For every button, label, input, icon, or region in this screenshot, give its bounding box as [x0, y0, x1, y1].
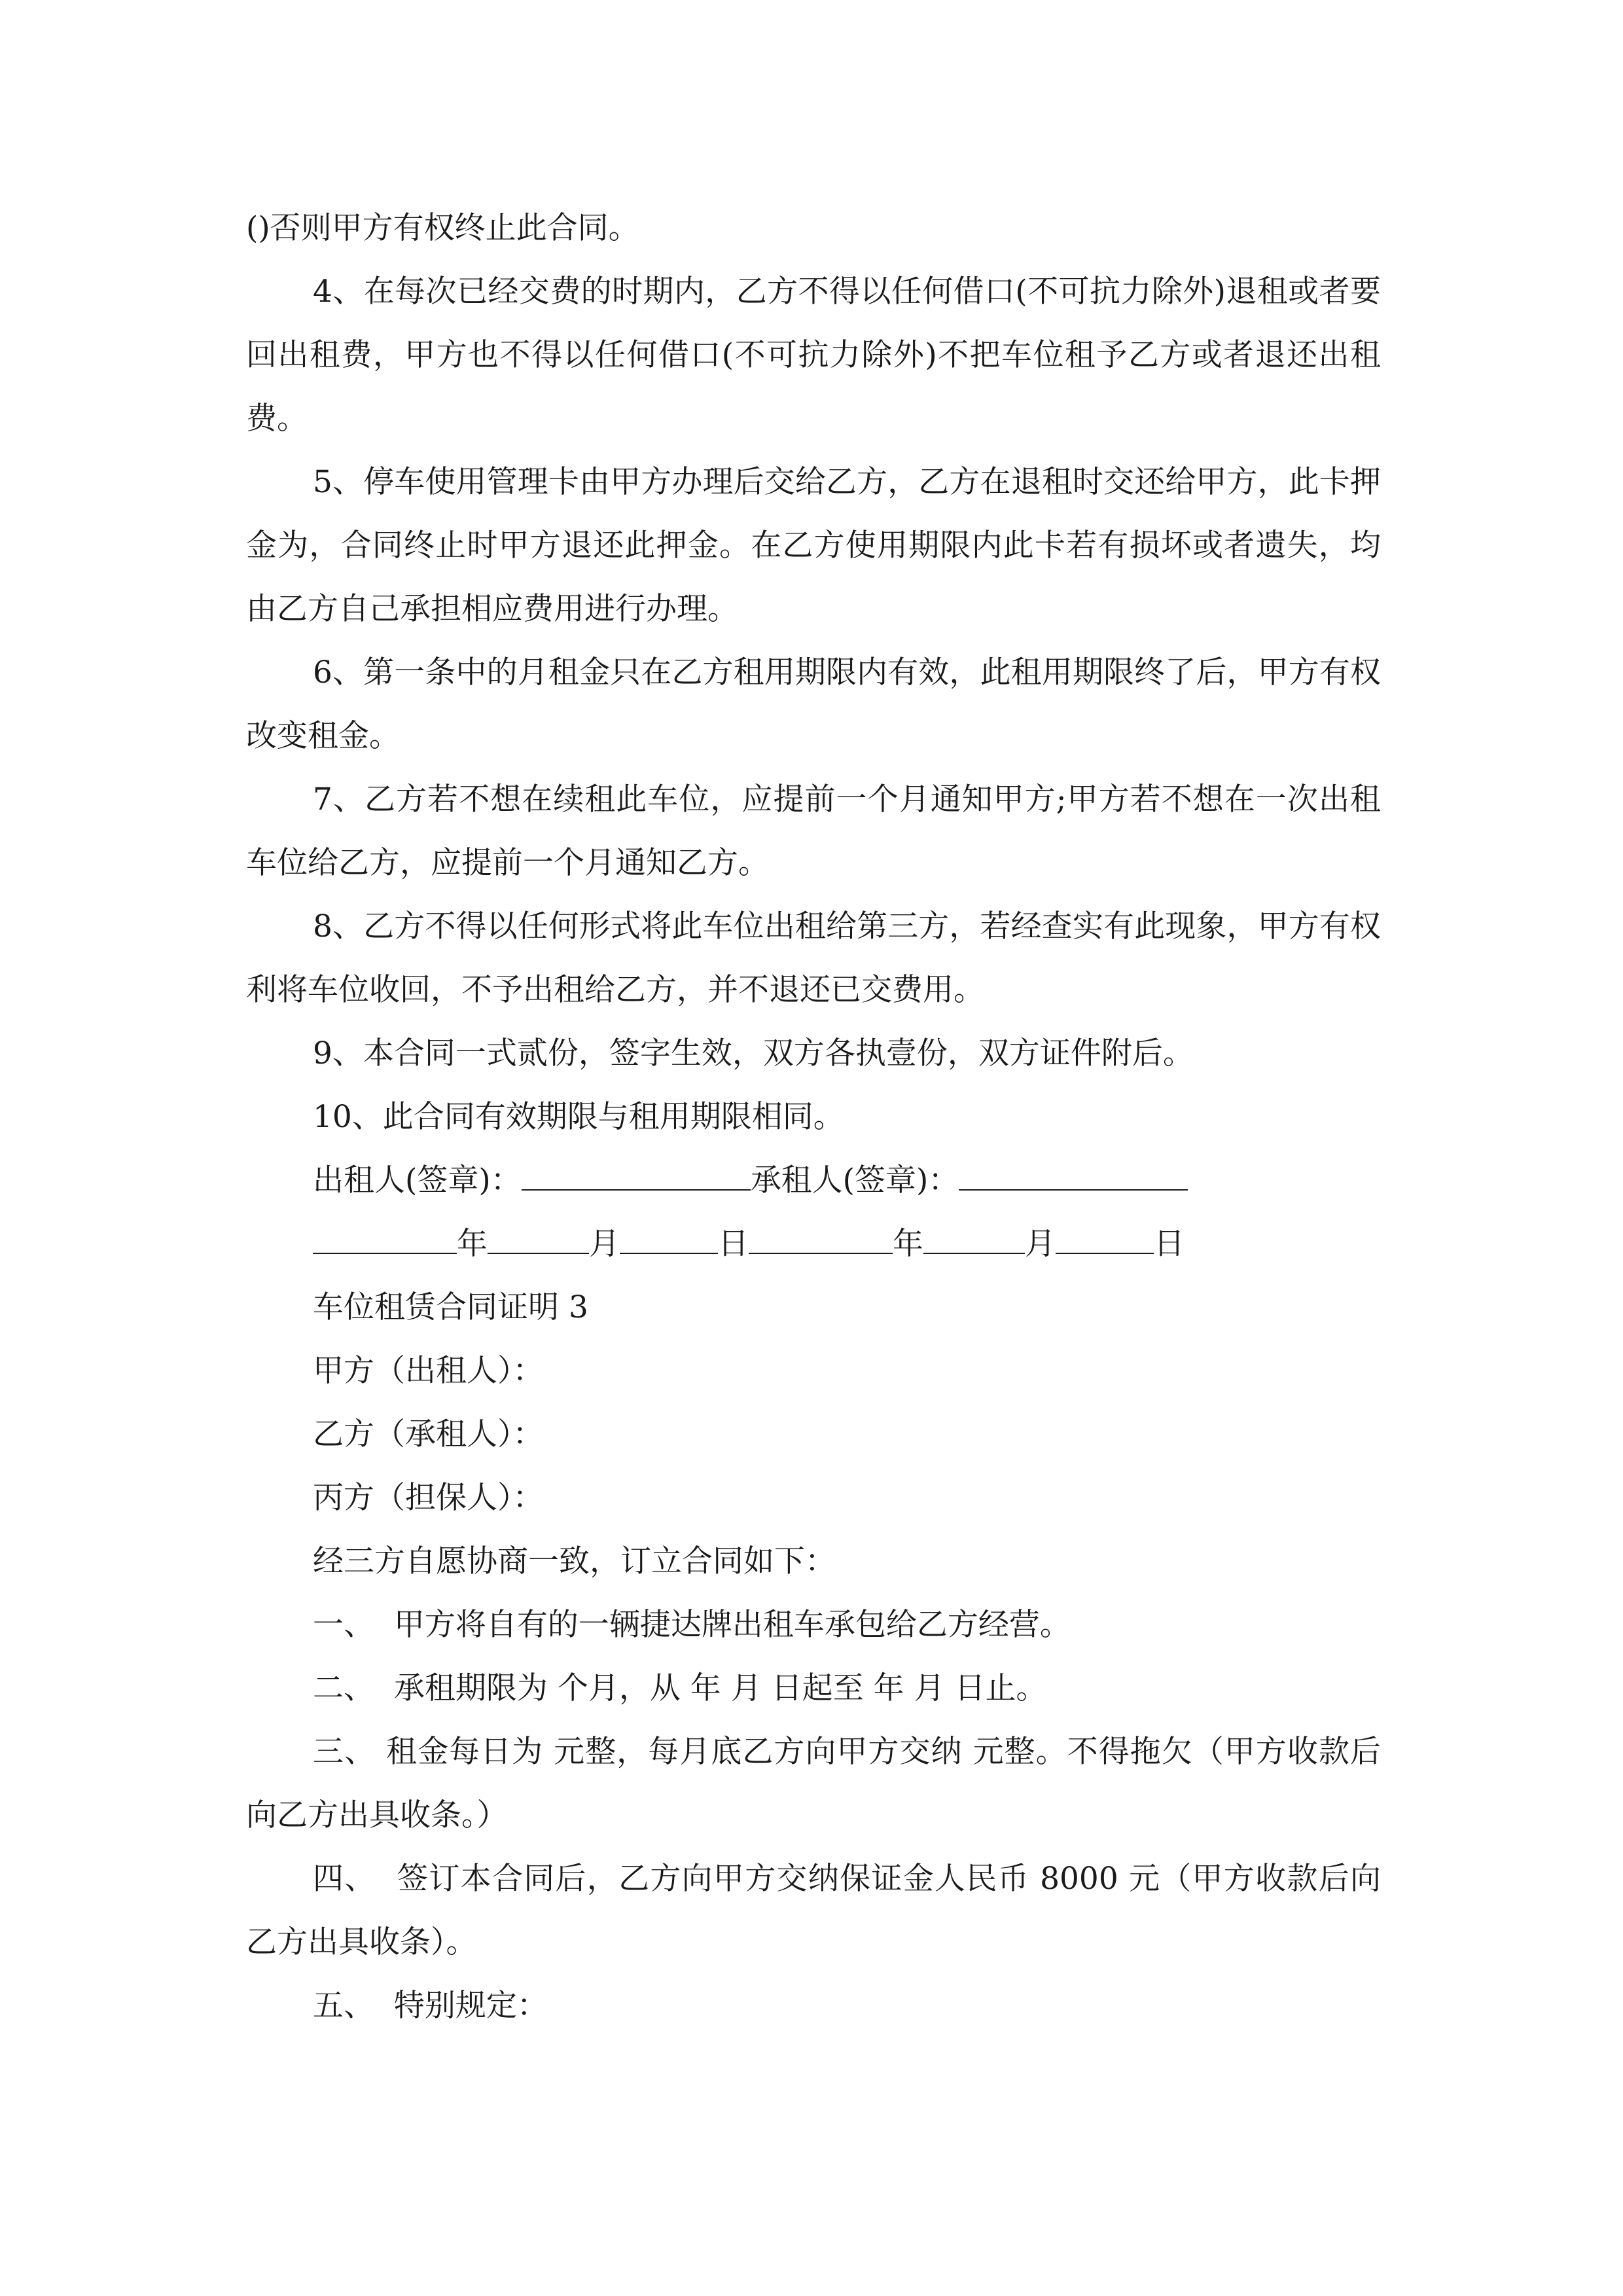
lessor-day-line	[620, 1219, 718, 1254]
lessee-year-label: 年	[893, 1226, 923, 1262]
clause-7: 7、乙方若不想在续租此车位，应提前一个月通知甲方;甲方若不想在一次出租车位给乙方，应提前一个月通知乙方。	[246, 781, 1381, 881]
party-a-line: 甲方（出租人）：	[313, 1353, 544, 1389]
lessor-day-label: 日	[718, 1226, 749, 1262]
clause-5: 5、停车使用管理卡由甲方办理后交给乙方，乙方在退租时交还给甲方，此卡押金为，合同终止时甲方退还此押金。在乙方使用期限内此卡若有损坏或者遗失，均由乙方自己承担相应费用进行办理。	[246, 464, 1381, 627]
lessor-year-label: 年	[457, 1226, 488, 1262]
lessee-day-label: 日	[1154, 1226, 1185, 1262]
lessor-month-line	[488, 1219, 589, 1254]
party-b-line: 乙方（承租人）：	[313, 1416, 544, 1452]
lessor-month-label: 月	[589, 1226, 620, 1262]
item-2: 二、 承租期限为 个月，从 年 月 日起至 年 月 日止。	[313, 1670, 1047, 1706]
clause-9: 9、本合同一式贰份，签字生效，双方各执壹份，双方证件附后。	[313, 1035, 1194, 1071]
lessee-label: 承租人(签章)：	[750, 1162, 959, 1198]
signature-row	[246, 1149, 1381, 1212]
paragraph-continuation: ()否则甲方有权终止此合同。	[246, 210, 639, 246]
item-3: 三、 租金每日为 元整，每月底乙方向甲方交纳 元整。不得拖欠（甲方收款后向乙方出具收条。）	[246, 1734, 1381, 1833]
clause-10: 10、此合同有效期限与租用期限相同。	[313, 1099, 844, 1135]
clause-8: 8、乙方不得以任何形式将此车位出租给第三方，若经查实有此现象，甲方有权利将车位收回，不予出租给乙方，并不退还已交费用。	[246, 908, 1381, 1008]
item-4: 四、 签订本合同后，乙方向甲方交纳保证金人民币 8000 元（甲方收款后向乙方出具收条）。	[246, 1861, 1381, 1960]
party-c-line: 丙方（担保人）：	[313, 1480, 544, 1516]
clause-4: 4、在每次已经交费的时期内，乙方不得以任何借口(不可抗力除外)退租或者要回出租费，甲方也不得以任何借口(不可抗力除外)不把车位租予乙方或者退还出租费。	[246, 274, 1381, 437]
lessee-signature-line	[959, 1155, 1188, 1191]
lessor-label: 出租人(签章)：	[313, 1162, 522, 1198]
lessor-signature-line	[522, 1155, 751, 1191]
section-title: 车位租赁合同证明 3	[313, 1289, 588, 1325]
lessor-year-line	[313, 1219, 457, 1254]
intro-line: 经三方自愿协商一致，订立合同如下：	[313, 1543, 836, 1579]
lessee-month-label: 月	[1025, 1226, 1056, 1262]
item-5: 五、 特别规定：	[313, 1988, 548, 2024]
lessee-day-line	[1056, 1219, 1154, 1254]
lessee-year-line	[749, 1219, 893, 1254]
lessee-month-line	[923, 1219, 1025, 1254]
date-row	[246, 1212, 1381, 1276]
item-1: 一、 甲方将自有的一辆捷达牌出租车承包给乙方经营。	[313, 1607, 1071, 1643]
clause-6: 6、第一条中的月租金只在乙方租用期限内有效，此租用期限终了后，甲方有权改变租金。	[246, 655, 1381, 754]
